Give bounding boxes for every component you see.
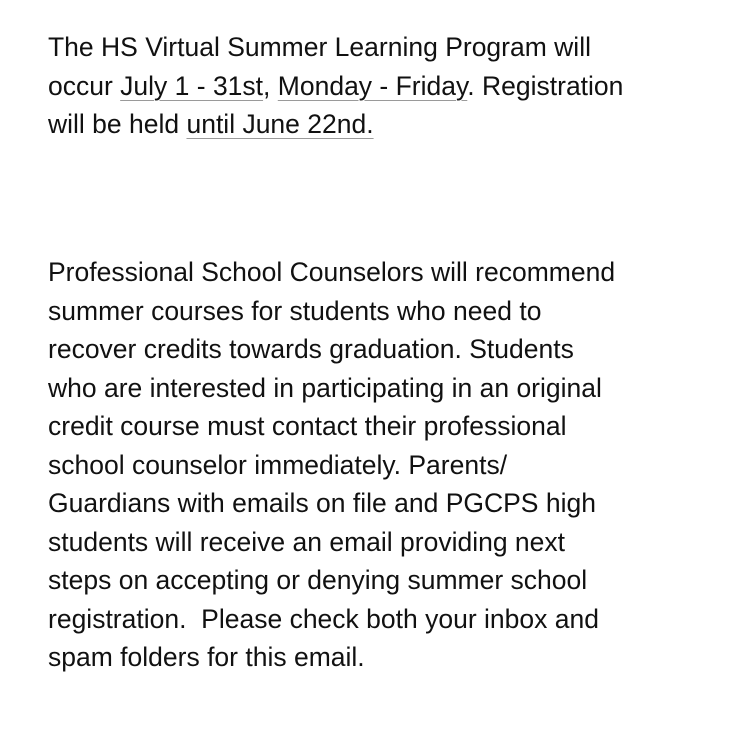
paragraph-line: who are interested in participating in an original	[48, 372, 602, 403]
paragraph-line: recover credits towards graduation. Students	[48, 334, 574, 364]
paragraph-line: students will receive an email providing next	[48, 526, 566, 557]
registration-paragraph	[48, 28, 728, 144]
paragraph-line: Professional School Counselors will recommend	[48, 257, 616, 287]
paragraph-line	[48, 105, 728, 144]
text-segment: ,	[263, 70, 278, 101]
registration-deadline-link[interactable]: until June 22nd.	[186, 109, 374, 139]
paragraph-line: The HS Virtual Summer Learning Program will	[48, 32, 591, 62]
paragraph-line	[48, 67, 728, 106]
program-days-link[interactable]: Monday - Friday	[277, 70, 468, 101]
paragraph-line: Guardians with emails on file and PGCPS high	[48, 488, 596, 518]
text-segment: . Registration	[467, 70, 624, 101]
paragraph-line: spam folders for this email.	[48, 642, 365, 672]
paragraph-line: summer courses for students who need to	[48, 295, 542, 326]
paragraph-line: registration. Please check both your inbox and	[48, 603, 599, 634]
paragraph-line: credit course must contact their professional	[48, 411, 567, 441]
counselor-paragraph	[48, 253, 728, 677]
text-segment: occur	[48, 70, 121, 101]
text-segment: will be held	[48, 109, 187, 139]
program-dates-link[interactable]: July 1 - 31st	[120, 70, 264, 101]
paragraph-line: school counselor immediately. Parents/	[48, 449, 508, 480]
paragraph-line: steps on accepting or denying summer school	[48, 565, 588, 595]
